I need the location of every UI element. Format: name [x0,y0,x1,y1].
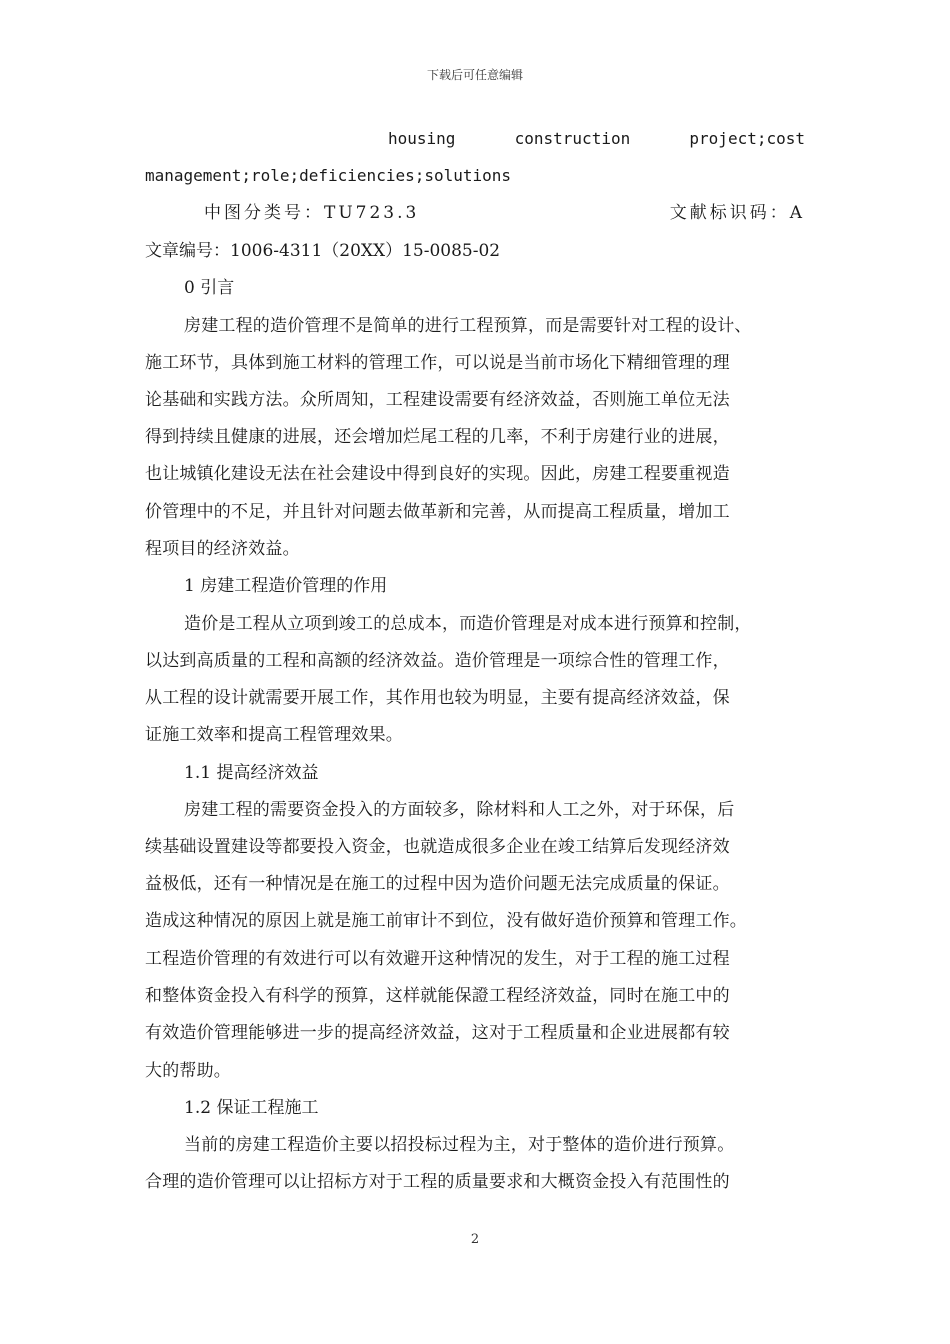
body-line: 续基础设置建设等都要投入资金，也就造成很多企业在竣工结算后发现经济效 [145,837,730,857]
body-line: 以达到高质量的工程和高额的经济效益。造价管理是一项综合性的管理工作， [145,651,730,671]
body-line: 当前的房建工程造价主要以招投标过程为主，对于整体的造价进行预算。 [184,1135,735,1155]
body-line: 也让城镇化建设无法在社会建设中得到良好的实现。因此，房建工程要重视造 [145,464,730,484]
body-line: 程项目的经济效益。 [145,539,300,559]
keyword-housing: housing [388,129,456,148]
body-line: 房建工程的需要资金投入的方面较多，除材料和人工之外，对于环保，后 [184,800,735,820]
body-line: 造成这种情况的原因上就是施工前审计不到位，没有做好造价预算和管理工作。 [145,911,747,931]
keywords-en-line-1 [388,128,805,150]
body-line: 证施工效率和提高工程管理效果。 [145,725,403,745]
heading-section-1-1: 1.1 提高经济效益 [184,763,319,783]
keywords-en-line-2: management;role;deficiencies;solutions [145,166,512,185]
body-line: 从工程的设计就需要开展工作，其作用也较为明显，主要有提高经济效益，保 [145,688,730,708]
body-line: 房建工程的造价管理不是简单的进行工程预算，而是需要针对工程的设计、 [184,316,752,336]
body-line: 和整体资金投入有科学的预算，这样就能保證工程经济效益，同时在施工中的 [145,986,730,1006]
body-line: 价管理中的不足，并且针对问题去做革新和完善，从而提高工程质量，增加工 [145,502,730,522]
heading-section-1: 1 房建工程造价管理的作用 [184,576,388,596]
body-line: 大的帮助。 [145,1061,231,1081]
body-line: 得到持续且健康的进展，还会增加烂尾工程的几率，不利于房建行业的进展， [145,427,730,447]
clc-number: 中图分类号：TU723.3 [204,203,420,223]
heading-intro: 0 引言 [184,278,235,298]
body-line: 工程造价管理的有效进行可以有效避开这种情况的发生，对于工程的施工过程 [145,949,730,969]
body-line: 益极低，还有一种情况是在施工的过程中因为造价问题无法完成质量的保证。 [145,874,730,894]
keyword-project-cost: project;cost [689,129,805,148]
heading-section-1-2: 1.2 保证工程施工 [184,1098,319,1118]
classification-row [204,202,805,224]
keyword-construction: construction [514,129,631,148]
article-number: 文章编号：1006-4311（20XX）15-0085-02 [145,241,501,261]
document-code: 文献标识码：A [669,203,805,223]
body-line: 施工环节，具体到施工材料的管理工作，可以说是当前市场化下精细管理的理 [145,353,730,373]
body-line: 论基础和实践方法。众所周知，工程建设需要有经济效益，否则施工单位无法 [145,390,730,410]
body-line: 造价是工程从立项到竣工的总成本，而造价管理是对成本进行预算和控制， [184,614,752,634]
page-number: 2 [470,1232,480,1247]
body-line: 合理的造价管理可以让招标方对于工程的质量要求和大概资金投入有范围性的 [145,1172,730,1192]
header-note: 下载后可任意编辑 [426,68,523,82]
body-line: 有效造价管理能够进一步的提高经济效益，这对于工程质量和企业进展都有较 [145,1023,730,1043]
